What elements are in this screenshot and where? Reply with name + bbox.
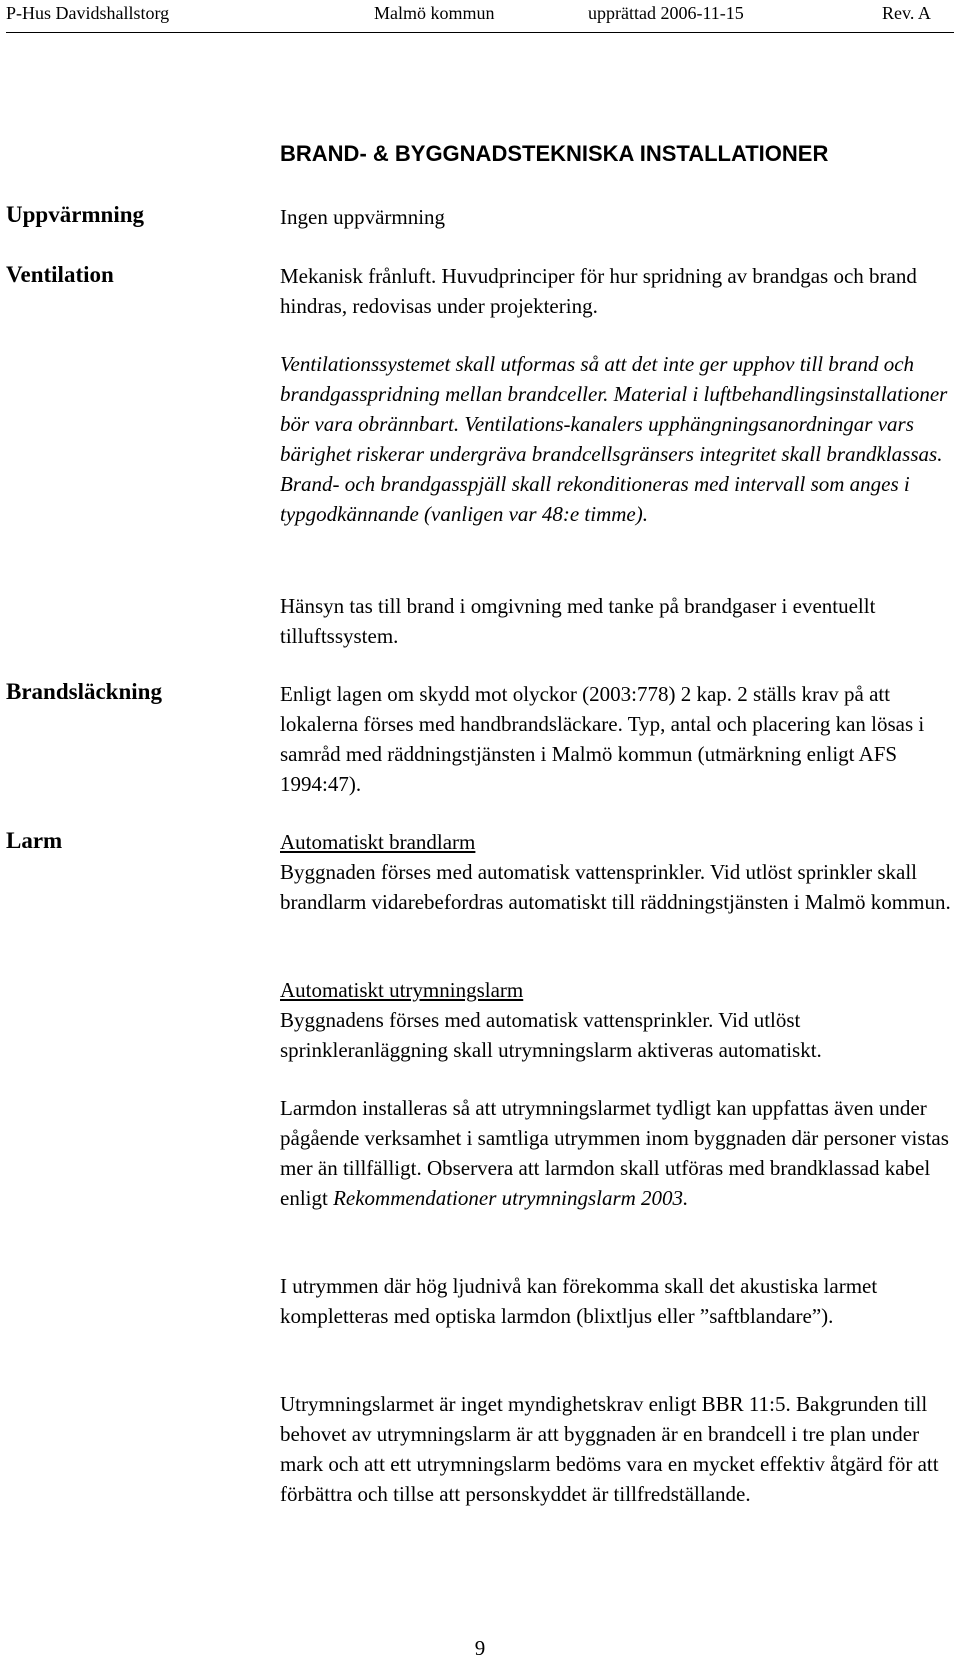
larm-heading-utrymningslarm: Automatiskt utrymningslarm <box>280 978 524 1002</box>
label-uppvarmning: Uppvärmning <box>6 202 145 227</box>
larm-paragraph-2: Byggnadens förses med automatisk vattensprinkler. Vid utlöst sprinkleranläggning skall utrymningslarm aktiveras automatiskt. <box>280 1008 822 1062</box>
page-header <box>6 0 954 33</box>
label-ventilation: Ventilation <box>6 262 114 287</box>
larm-paragraph-3-reference: Rekommendationer utrymningslarm 2003. <box>333 1186 689 1210</box>
ventilation-paragraph-2: Ventilationssystemet skall utformas så att det inte ger upphov till brand och brandgasspridning mellan brandceller. Material i luftbehandlingsinstallationer bör vara obrännbart. Ventilations-kanalers upphängningsanordningar vars bärighet riskerar undergräva brandcellsgränsers integritet skall brandklassas. Brand- och brandgasspjäll skall rekonditioneras med intervall som anges i typgodkännande (vanligen var 48:e timme). <box>280 352 948 526</box>
larm-paragraph-3-text: Larmdon installeras så att utrymningslarmet tydligt kan uppfattas även under pågående verksamhet i samtliga utrymmen inom byggnaden där personer vistas mer än tillfälligt. Observera att larmdon skall utföras med brandklassad kabel enligt <box>280 1096 949 1210</box>
label-larm: Larm <box>6 828 63 853</box>
larm-paragraph-3 <box>280 1093 955 1213</box>
larm-paragraph-1: Byggnaden förses med automatisk vattensprinkler. Vid utlöst sprinkler skall brandlarm vidarebefordras automatiskt till räddningstjänsten i Malmö kommun. <box>280 860 951 914</box>
larm-paragraph-4: I utrymmen där hög ljudnivå kan förekomma skall det akustiska larmet kompletteras med optiska larmdon (blixtljus eller ”saftblandare”). <box>280 1274 878 1328</box>
page-number: 9 <box>474 1636 486 1660</box>
page-title: BRAND- & BYGGNADSTEKNISKA INSTALLATIONER <box>280 141 829 166</box>
header-project: P-Hus Davidshallstorg <box>6 3 170 23</box>
label-brandslackning: Brandsläckning <box>6 679 162 704</box>
uppvarmning-text: Ingen uppvärmning <box>280 205 446 229</box>
header-organization: Malmö kommun <box>374 3 495 23</box>
header-revision: Rev. A <box>882 3 931 23</box>
header-date: upprättad 2006-11-15 <box>588 3 744 23</box>
ventilation-paragraph-1: Mekanisk frånluft. Huvudprinciper för hur spridning av brandgas och brand hindras, redovisas under projektering. <box>280 264 917 318</box>
ventilation-paragraph-3: Hänsyn tas till brand i omgivning med tanke på brandgaser i eventuellt tilluftssystem. <box>280 594 876 648</box>
larm-paragraph-5: Utrymningslarmet är inget myndighetskrav enligt BBR 11:5. Bakgrunden till behovet av utrymningslarm är att byggnaden är en brandcell i tre plan under mark och att ett utrymningslarm bedöms vara en mycket effektiv åtgärd för att förbättra och tillse att personskyddet är tillfredställande. <box>280 1392 939 1506</box>
larm-heading-brandlarm: Automatiskt brandlarm <box>280 830 476 854</box>
brandslackning-paragraph-1: Enligt lagen om skydd mot olyckor (2003:778) 2 kap. 2 ställs krav på att lokalerna förses med handbrandsläckare. Typ, antal och placering kan lösas i samråd med räddningstjänsten i Malmö kommun (utmärkning enligt AFS 1994:47). <box>280 682 925 796</box>
